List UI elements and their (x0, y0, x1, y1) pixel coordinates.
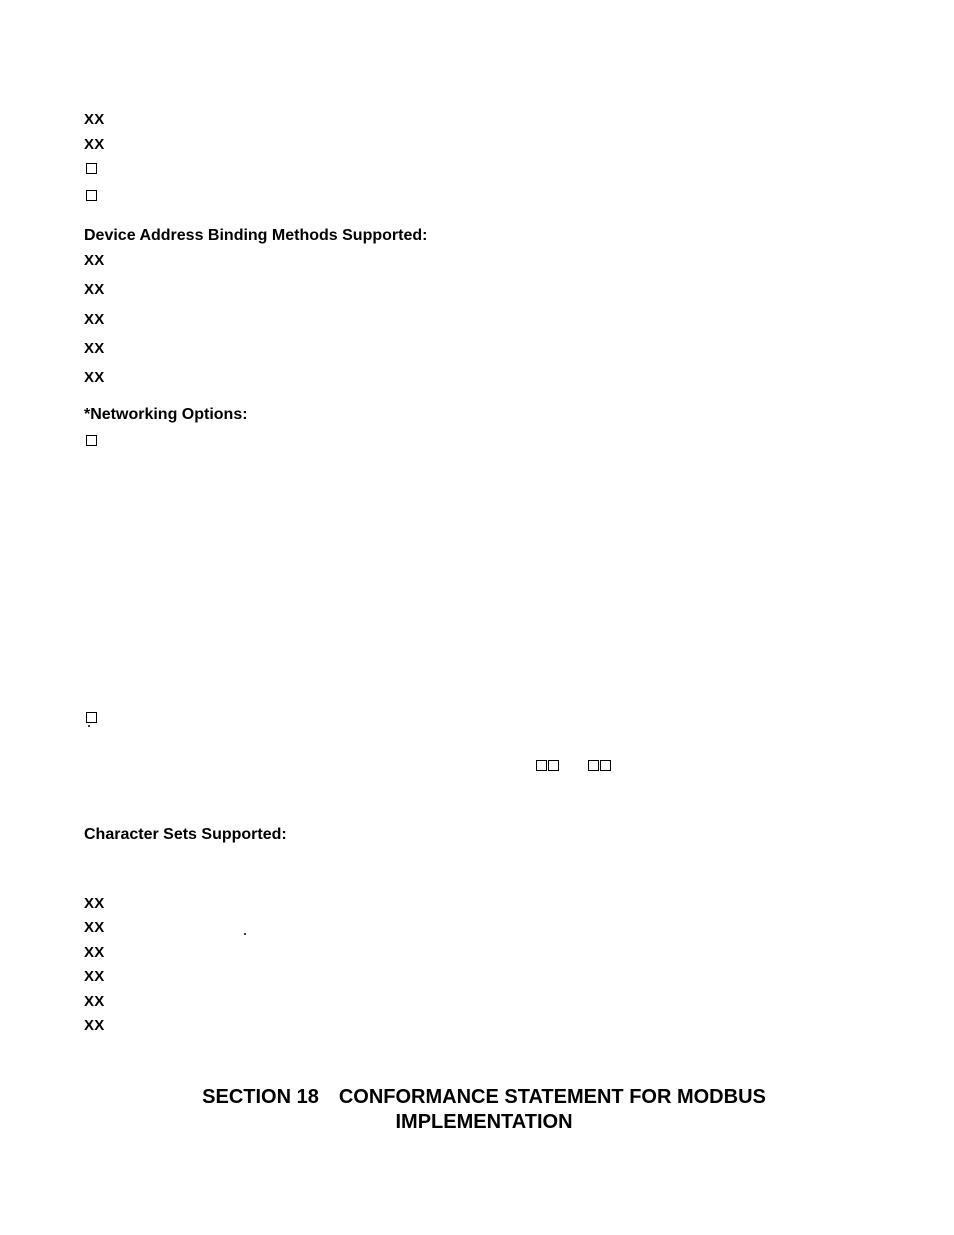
xx-mark-12: XX (84, 993, 105, 1010)
xx-mark-1: XX (84, 111, 105, 128)
device-address-binding-heading: Device Address Binding Methods Supported: (84, 227, 428, 244)
dot-mark-2 (244, 933, 246, 935)
checkbox-pair-1-b[interactable] (548, 760, 559, 771)
xx-mark-4: XX (84, 281, 105, 298)
xx-mark-5: XX (84, 311, 105, 328)
xx-mark-7: XX (84, 369, 105, 386)
xx-mark-8: XX (84, 895, 105, 912)
checkbox-pair-2-a[interactable] (588, 760, 599, 771)
checkbox-pair-1-a[interactable] (536, 760, 547, 771)
networking-options-heading: *Networking Options: (84, 406, 248, 423)
character-sets-heading: Character Sets Supported: (84, 826, 287, 843)
checkbox-unchecked-2[interactable] (86, 190, 97, 201)
xx-mark-3: XX (84, 252, 105, 269)
section-title-continued (0, 1110, 954, 1135)
xx-mark-11: XX (84, 968, 105, 985)
checkbox-pair-2-b[interactable] (600, 760, 611, 771)
section-title-line2: IMPLEMENTATION (395, 1111, 573, 1133)
xx-mark-10: XX (84, 944, 105, 961)
xx-mark-9: XX (84, 919, 105, 936)
xx-mark-2: XX (84, 136, 105, 153)
xx-mark-13: XX (84, 1017, 105, 1034)
xx-mark-6: XX (84, 340, 105, 357)
section-title-line1: CONFORMANCE STATEMENT FOR MODBUS (338, 1086, 766, 1108)
section-number: SECTION 18 (202, 1086, 319, 1108)
section-title (0, 1085, 954, 1110)
checkbox-unchecked-3[interactable] (86, 435, 97, 446)
checkbox-unchecked-1[interactable] (86, 163, 97, 174)
dot-mark-1 (88, 725, 90, 727)
checkbox-unchecked-4[interactable] (86, 712, 97, 723)
